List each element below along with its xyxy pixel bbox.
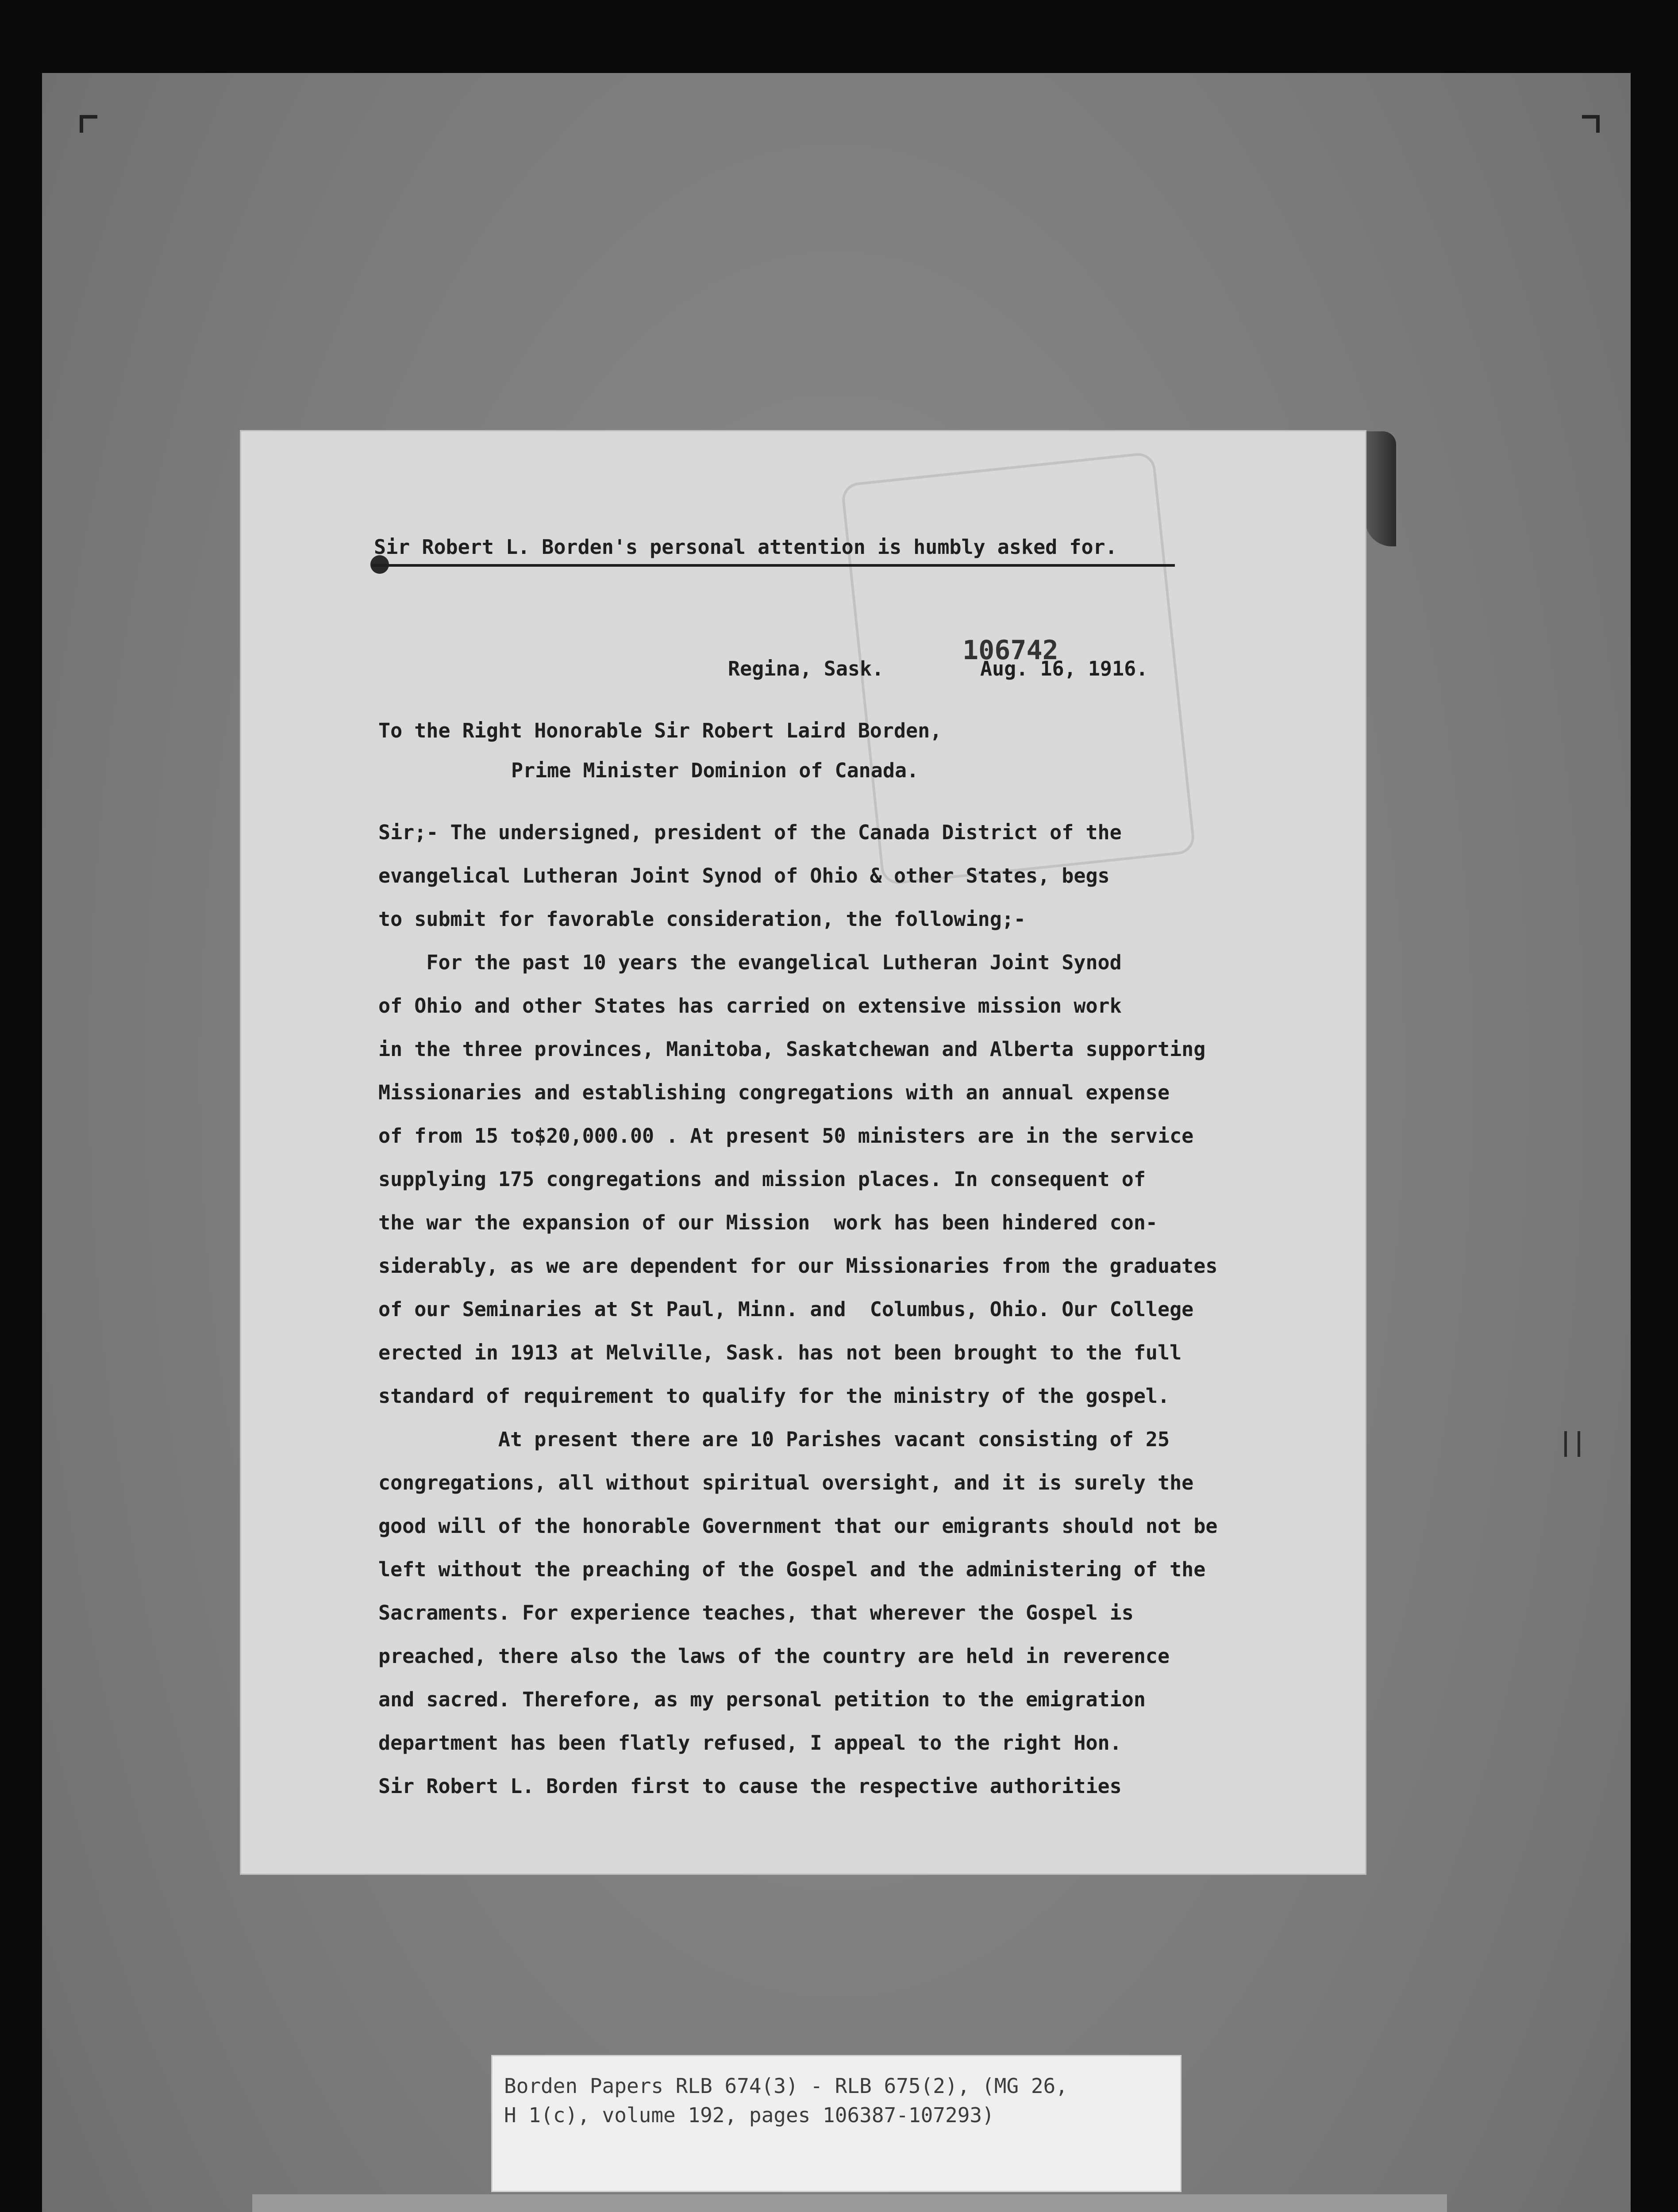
body-line: Missionaries and establishing congregations with an annual expense <box>378 1081 1170 1104</box>
body-line: Sir Robert L. Borden first to cause the respective authorities <box>378 1774 1122 1798</box>
body-line: congregations, all without spiritual oversight, and it is surely the <box>378 1471 1194 1494</box>
body-line: For the past 10 years the evangelical Lutheran Joint Synod <box>378 951 1122 974</box>
body-line: erected in 1913 at Melville, Sask. has not been brought to the full <box>378 1341 1182 1364</box>
body-line: of from 15 to$20,000.00 . At present 50 ministers are in the service <box>378 1124 1194 1148</box>
corner-mark-top-right <box>1582 115 1600 133</box>
attention-underline <box>372 564 1175 567</box>
reference-caption <box>491 2055 1182 2192</box>
body-line: department has been flatly refused, I appeal to the right Hon. <box>378 1731 1122 1755</box>
body-line: evangelical Lutheran Joint Synod of Ohio & other States, begs <box>378 864 1110 887</box>
body-line: supplying 175 congregations and mission places. In consequent of <box>378 1167 1146 1191</box>
body-line: and sacred. Therefore, as my personal petition to the emigration <box>378 1688 1146 1711</box>
body-line: the war the expansion of our Mission work has been hindered con- <box>378 1211 1158 1234</box>
letter-page <box>241 431 1365 1874</box>
caption-line-2: H 1(c), volume 192, pages 106387-107293) <box>504 2103 994 2127</box>
document-number: 106742 <box>962 635 1058 666</box>
caption-line-1: Borden Papers RLB 674(3) - RLB 675(2), (MG 26, <box>504 2074 1068 2098</box>
body-line: of our Seminaries at St Paul, Minn. and Columbus, Ohio. Our College <box>378 1298 1194 1321</box>
body-line: in the three provinces, Manitoba, Saskatchewan and Alberta supporting <box>378 1037 1206 1061</box>
corner-mark-top-left <box>80 115 97 133</box>
attention-line: Sir Robert L. Borden's personal attention is humbly asked for. <box>374 535 1117 559</box>
body-line: siderably, as we are dependent for our Missionaries from the graduates <box>378 1254 1218 1278</box>
addressee-line-1: To the Right Honorable Sir Robert Laird Borden, <box>378 719 942 742</box>
letter-date: Aug. 16, 1916. <box>980 657 1148 680</box>
body-line: standard of requirement to qualify for the ministry of the gospel. <box>378 1384 1170 1408</box>
body-line: Sacraments. For experience teaches, that wherever the Gospel is <box>378 1601 1134 1624</box>
addressee-line-2: Prime Minister Dominion of Canada. <box>511 759 919 782</box>
body-line: of Ohio and other States has carried on extensive mission work <box>378 994 1122 1018</box>
body-line: left without the preaching of the Gospel and the administering of the <box>378 1558 1206 1581</box>
body-line: good will of the honorable Government that our emigrants should not be <box>378 1514 1218 1538</box>
letter-place: Regina, Sask. <box>728 657 884 680</box>
body-line: preached, there also the laws of the country are held in reverence <box>378 1644 1170 1668</box>
film-scratch <box>1564 1431 1567 1457</box>
archives-card-backing <box>252 2194 1447 2212</box>
letter-page-curl <box>1365 431 1396 546</box>
body-line: to submit for favorable consideration, the following;- <box>378 907 1026 931</box>
body-line: At present there are 10 Parishes vacant consisting of 25 <box>378 1428 1170 1451</box>
body-line: Sir;- The undersigned, president of the Canada District of the <box>378 821 1122 844</box>
film-scratch <box>1578 1431 1580 1457</box>
